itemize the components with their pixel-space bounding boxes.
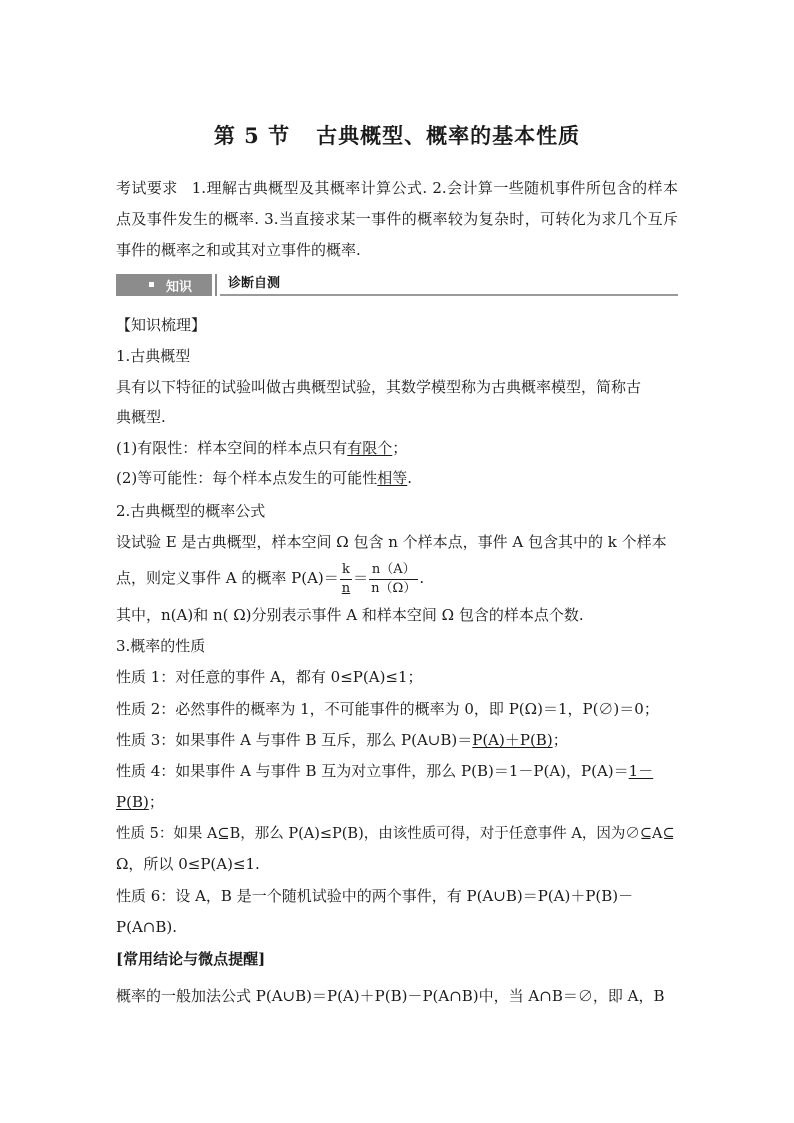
property-4-text: 性质 4：如果事件 A 与事件 B 互为对立事件，那么 P(B)＝1－P(A)，P(A)＝: [116, 762, 629, 780]
fraction-nA-over-nOmega: [369, 561, 418, 598]
knowledge-bar: [116, 274, 678, 296]
requirements-label: 考试要求: [116, 179, 178, 197]
property-3-end: ；: [552, 731, 568, 749]
exam-requirements: [116, 173, 678, 266]
property-4-answer-part2: P(B): [116, 793, 149, 811]
fraction-k-over-n: [340, 561, 352, 598]
s1-p1-answer: 有限个: [347, 439, 393, 457]
property-6: 性质 6：设 A，B 是一个随机试验中的两个事件，有 P(A∪B)＝P(A)＋P(B)－: [116, 887, 634, 905]
property-3-text: 性质 3：如果事件 A 与事件 B 互斥，那么 P(A∪B)＝: [116, 731, 473, 749]
property-5: 性质 5：如果 A⊆B，那么 P(A)≤P(B)，由该性质可得，对于任意事件 A，因为∅⊆A⊆: [116, 826, 675, 842]
s2-line-2: [116, 558, 678, 598]
equals-sign: ＝: [353, 569, 369, 587]
s2-line-3: 其中，n(A)和 n( Ω)分别表示事件 A 和样本空间 Ω 包含的样本点个数.: [116, 606, 584, 624]
conclusions-heading: [常用结论与微点提醒]: [116, 950, 266, 968]
property-3-answer: P(A)＋P(B): [472, 731, 553, 749]
s1-intro-1: 具有以下特征的试验叫做古典概型试验，其数学模型称为古典概率模型，简称古: [116, 378, 642, 396]
s1-heading: 1.古典概型: [116, 347, 191, 365]
property-5-cont: Ω，所以 0≤P(A)≤1.: [116, 855, 260, 873]
diagnosis-label: 诊断自测: [220, 274, 678, 296]
property-4: [116, 760, 678, 782]
requirements-text: 1.理解古典概型及其概率计算公式. 2.会计算一些随机事件所包含的样本点及事件发生的概率. 3.当直接求某一事件的概率较为复杂时，可转化为求几个互斥事件的概率之和或其对立事件的概率.: [116, 179, 678, 259]
s3-heading: 3.概率的性质: [116, 637, 206, 655]
page-title: [0, 120, 794, 150]
s1-p2-end: .: [407, 469, 413, 487]
property-1: 性质 1：对任意的事件 A，都有 0≤P(A)≤1；: [116, 668, 423, 686]
s1-intro-2: 典概型.: [116, 408, 166, 426]
s1-p2-text: (2)等可能性：每个样本点发生的可能性: [116, 469, 378, 487]
fraction-denominator: n: [341, 580, 351, 596]
s1-p1-end: ；: [392, 439, 408, 457]
formula-end: .: [419, 569, 425, 587]
property-4-end: ；: [148, 793, 164, 811]
fraction-denominator: n（Ω）: [371, 580, 417, 596]
fraction-numerator: n（A）: [369, 561, 418, 580]
s2-line-1: 设试验 E 是古典概型，样本空间 Ω 包含 n 个样本点，事件 A 包含其中的 k 个样本: [116, 533, 667, 551]
fraction-numerator: k: [340, 561, 352, 580]
section-number: 第 5 节: [213, 123, 291, 148]
s1-p2-answer: 相等: [377, 469, 408, 487]
bar-divider: [215, 274, 217, 296]
property-2: 性质 2：必然事件的概率为 1，不可能事件的概率为 0，即 P(Ω)＝1，P(∅)＝0；: [116, 700, 659, 718]
knowledge-review-heading: 【知识梳理】: [116, 316, 207, 334]
property-6-cont: P(A∩B).: [116, 918, 177, 936]
s2-heading: 2.古典概型的概率公式: [116, 502, 266, 520]
property-3: [116, 729, 678, 751]
s1-p1-text: (1)有限性：样本空间的样本点只有: [116, 439, 348, 457]
section-name: 古典概型、概率的基本性质: [316, 123, 581, 148]
property-4-answer-part1: 1－: [628, 762, 654, 780]
bullet-square-icon: [149, 282, 154, 287]
conclusions-line-1: 概率的一般加法公式 P(A∪B)＝P(A)＋P(B)－P(A∩B)中，当 A∩B＝∅，即 A，B: [116, 987, 665, 1005]
s1-point-2: [116, 467, 678, 489]
property-4-cont: [116, 791, 678, 813]
knowledge-tag-label: 知识: [166, 280, 193, 295]
knowledge-tag: [116, 274, 212, 296]
s2-formula-text: 点，则定义事件 A 的概率 P(A)＝: [116, 569, 339, 587]
s1-point-1: [116, 437, 678, 459]
